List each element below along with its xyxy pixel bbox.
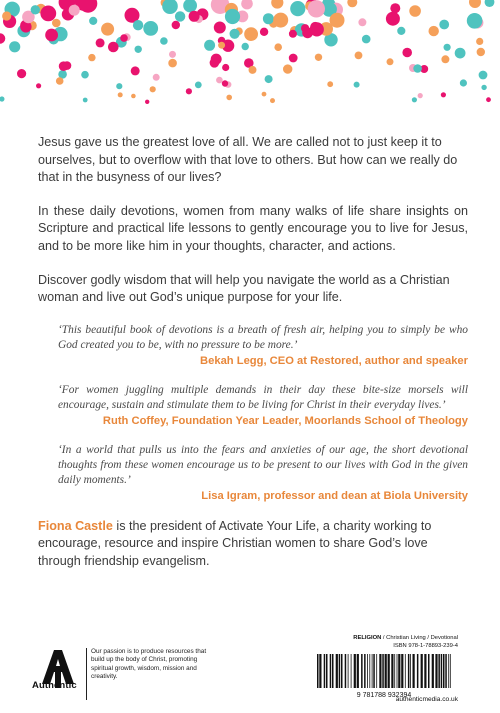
decorative-dot [330, 13, 345, 28]
barcode-bar [432, 654, 434, 688]
decorative-dot [222, 64, 229, 71]
decorative-dot [397, 27, 405, 35]
barcode-bar [405, 654, 406, 688]
barcode-bar [435, 654, 437, 688]
decorative-dot [429, 26, 439, 36]
decorative-dot [413, 64, 422, 73]
barcode-bar [317, 654, 319, 688]
decorative-dot [402, 48, 412, 58]
barcode-bar [341, 654, 343, 688]
endorsement-attribution: Bekah Legg, CEO at Restored, author and speaker [200, 354, 468, 367]
barcode-bar [369, 654, 370, 688]
decorative-dot [45, 29, 58, 42]
decorative-dot [183, 0, 197, 12]
endorsement-text: ‘In a world that pulls us into the fears and anxieties of our age, the short devotional thoughts from these women encourage us to be present to our lives with God in the given daily moments.’ [58, 443, 468, 486]
decorative-dot [160, 37, 168, 45]
endorsement [58, 323, 468, 368]
barcode-bar [364, 654, 366, 688]
barcode-bar [372, 654, 373, 688]
barcode-bar [354, 654, 356, 688]
author-bio [38, 518, 468, 571]
authentic-logo-icon [30, 648, 82, 704]
decorative-dot [69, 5, 80, 16]
decorative-dot [218, 42, 225, 49]
decorative-dot [386, 12, 400, 26]
decorative-dot [263, 13, 274, 24]
decorative-dot [270, 98, 275, 103]
decorative-dot [477, 48, 485, 56]
decorative-dot [441, 92, 446, 97]
decorative-dot [40, 5, 56, 21]
decorative-dot [469, 0, 481, 8]
decorative-dots-banner [0, 0, 500, 110]
barcode-bar [450, 654, 451, 688]
decorative-dot [2, 11, 11, 20]
barcode-bar [408, 654, 410, 688]
barcode-number: 9 781788 932394 [356, 692, 412, 698]
barcode-bar [410, 654, 411, 688]
decorative-dot [244, 27, 258, 41]
barcode-bar [382, 654, 384, 688]
barcode-bar [401, 654, 403, 688]
decorative-dot [289, 30, 297, 38]
decorative-dot [347, 0, 357, 7]
decorative-dot [283, 64, 292, 73]
decorative-dot [265, 75, 273, 83]
decorative-dot [455, 48, 466, 59]
decorative-dot [36, 83, 41, 88]
endorsement-text: ‘This beautiful book of devotions is a breath of fresh air, helping you to simply be who God created you to be, with no pressure to be more.’ [58, 323, 468, 351]
decorative-dot [467, 13, 483, 29]
author-bio-text: is the president of Activate Your Life, a charity working to encourage, resource and inspire Christian women to share God’s love through friendship evangelism. [38, 518, 432, 568]
decorative-dot [135, 46, 142, 53]
barcode-bar [398, 654, 400, 688]
wisdom-paragraph: Discover godly wisdom that will help you navigate the world as a Christian woman and live out God’s unique purpose for your life. [38, 272, 450, 305]
decorative-dot [63, 61, 72, 70]
endorsement [58, 443, 468, 503]
decorative-dot [308, 0, 325, 17]
endorsement-attribution: Ruth Coffey, Foundation Year Leader, Moorlands School of Theology [102, 414, 468, 427]
endorsement-text: ‘For women juggling multiple demands in their day these bite-size morsels will encourage, sustain and stimulate them to be living for Christ in their everyday lives.’ [58, 383, 468, 411]
decorative-dot [131, 94, 136, 99]
barcode-bar [326, 654, 328, 688]
decorative-dot [358, 18, 366, 26]
decorative-dot [444, 44, 451, 51]
decorative-dot [88, 54, 95, 61]
decorative-dot [460, 79, 467, 86]
endorsement [58, 383, 468, 428]
decorative-dot [31, 5, 40, 14]
decorative-dot [412, 97, 417, 102]
decorative-dot [225, 9, 240, 24]
decorative-dot [118, 92, 123, 97]
decorative-dot [186, 88, 192, 94]
decorative-dot [486, 97, 491, 102]
barcode-bar [441, 654, 443, 688]
barcode-bar [448, 654, 449, 688]
publisher-website: authenticmedia.co.uk [395, 696, 458, 703]
barcode-bar [367, 654, 368, 688]
barcode-bar [379, 654, 381, 688]
barcode-bar [357, 654, 359, 688]
endorsements [58, 323, 468, 503]
publisher-name: Authentic [32, 680, 77, 691]
barcode-bar [324, 654, 326, 688]
decorative-dot [17, 69, 26, 78]
decorative-dot [0, 33, 5, 43]
barcode-bar [443, 654, 445, 688]
endorsement-attribution: Lisa Igram, professor and dean at Biola University [201, 489, 468, 502]
devotions-paragraph: In these daily devotions, women from many walks of life share insights on Scripture and practical life lessons to gently encourage you to live for Jesus, and to be more like him in your thoughts, character, and actions. [38, 203, 468, 253]
barcode-bar [348, 654, 349, 688]
decorative-dot [108, 42, 119, 53]
barcode-bar [391, 654, 393, 688]
barcode-bar [421, 654, 423, 688]
decorative-dot [290, 1, 305, 16]
decorative-dot [0, 96, 4, 101]
decorative-dot [310, 22, 324, 36]
decorative-dot [131, 66, 140, 75]
decorative-dot [315, 54, 322, 61]
decorative-dot [226, 95, 232, 101]
barcode-bar [385, 654, 387, 688]
decorative-dot [116, 83, 122, 89]
decorative-dot [83, 98, 88, 103]
decorative-dot [9, 41, 20, 52]
decorative-dot [441, 55, 449, 63]
intro-paragraph: Jesus gave us the greatest love of all. We are called not to just keep it to ourselves, but to overflow with that love to others. But how can we really do that in the busyness of our lives? [38, 135, 458, 185]
decorative-dot [204, 40, 215, 51]
decorative-dot [216, 77, 223, 84]
decorative-dot [133, 20, 143, 30]
decorative-dot [172, 21, 180, 29]
decorative-dot [485, 0, 495, 7]
decorative-dot [145, 100, 149, 104]
decorative-dot [274, 43, 282, 51]
decorative-dot [387, 58, 394, 65]
footer-divider [86, 648, 87, 700]
decorative-dot [230, 29, 240, 39]
decorative-dot [143, 21, 158, 36]
decorative-dot [214, 22, 226, 34]
decorative-dot [476, 38, 483, 45]
author-name: Fiona Castle [38, 518, 113, 533]
decorative-dot [479, 71, 488, 80]
decorative-dot [262, 92, 267, 97]
barcode-bar [345, 654, 347, 688]
decorative-dot [327, 81, 333, 87]
barcode-bar [428, 654, 430, 688]
barcode-bar [438, 654, 440, 688]
category-rest: / Christian Living / Devotional [381, 635, 458, 641]
decorative-dot [81, 71, 89, 79]
category-main: RELIGION [353, 635, 382, 641]
barcode-bar [376, 654, 377, 688]
decorative-dot [150, 86, 156, 92]
decorative-dot [354, 82, 360, 88]
barcode-bar [361, 654, 363, 688]
decorative-dot [362, 35, 371, 44]
barcode-bar [332, 654, 334, 688]
decorative-dot [162, 0, 178, 14]
decorative-dot [241, 0, 253, 9]
decorative-dot [96, 38, 105, 47]
barcode-bar [424, 654, 426, 688]
decorative-dot [210, 58, 220, 68]
decorative-dot [189, 11, 200, 22]
barcode-bar [445, 654, 447, 688]
publisher-mission: Our passion is to produce resources that build up the body of Christ, promoting spiritual growth, wisdom, mission and creativity. [91, 648, 207, 681]
barcode-bar [336, 654, 338, 688]
barcode-bar [330, 654, 332, 688]
barcode-bar [339, 654, 341, 688]
barcode-bar [397, 654, 398, 688]
decorative-dot [168, 59, 177, 68]
decorative-dot [249, 66, 257, 74]
decorative-dot [153, 74, 160, 81]
decorative-dot [169, 51, 176, 58]
footer [30, 634, 480, 704]
decorative-dot [481, 85, 486, 90]
decorative-dot [52, 19, 61, 28]
decorative-dot [271, 0, 283, 9]
decorative-dot [89, 17, 97, 25]
isbn: ISBN 978-1-78893-239-4 [393, 643, 458, 649]
decorative-dot [289, 54, 298, 63]
barcode-bar [351, 654, 352, 688]
barcode-bar [373, 654, 375, 688]
decorative-dot [222, 80, 228, 86]
decorative-dot [242, 43, 249, 50]
barcode [309, 652, 459, 698]
decorative-dot [195, 82, 202, 89]
barcode-bar [417, 654, 419, 688]
barcode-bar [319, 654, 321, 688]
barcode-bar [388, 654, 390, 688]
decorative-dot [273, 13, 288, 28]
decorative-dot [355, 52, 363, 60]
decorative-dot [120, 34, 128, 42]
barcode-bar [413, 654, 415, 688]
decorative-dot [101, 23, 114, 36]
decorative-dot [439, 20, 449, 30]
barcode-bar [394, 654, 395, 688]
decorative-dot [175, 11, 185, 21]
decorative-dot [260, 28, 268, 36]
decorative-dot [418, 93, 423, 98]
book-meta [292, 634, 458, 650]
category [292, 634, 458, 642]
decorative-dot [409, 5, 421, 17]
decorative-dot [390, 3, 400, 13]
back-cover-text [38, 134, 468, 571]
decorative-dot [56, 77, 64, 85]
